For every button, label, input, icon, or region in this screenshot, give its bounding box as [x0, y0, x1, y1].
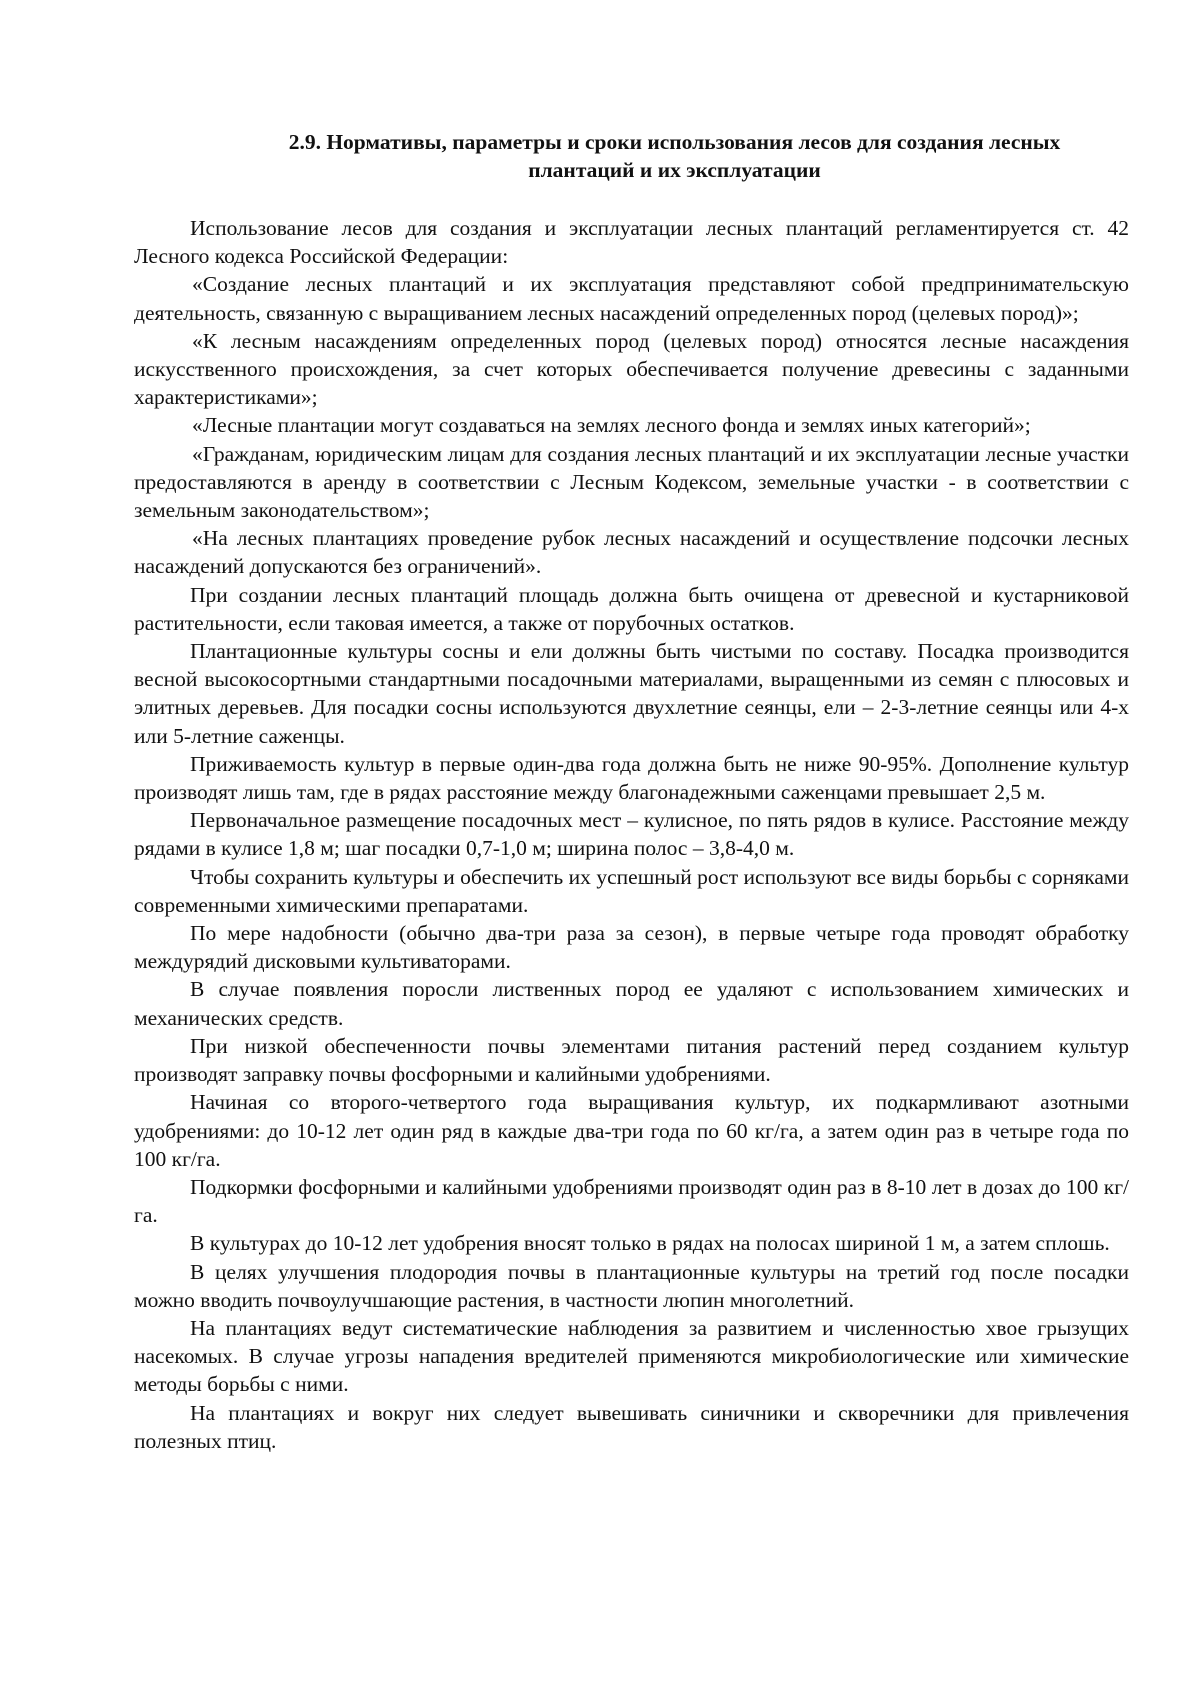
paragraph-quote-4: «Гражданам, юридическим лицам для создания лесных плантаций и их эксплуатации лесные участки предоставляются в аренду в соответствии с Лесным Кодексом, земельные участки - в соответствии с земельным законодательством»; [134, 441, 1129, 523]
paragraph-cultivation: По мере надобности (обычно два-три раза за сезон), в первые четыре года проводят обработку междурядий дисковыми культиваторами. [134, 921, 1129, 974]
document-page [134, 128, 1129, 1455]
paragraph-phosphorus-feeding: Подкормки фосфорными и калийными удобрениями производят один раз в 8-10 лет в дозах до 100 кг/га. [134, 1174, 1129, 1228]
paragraph-row-fertilizing: В культурах до 10-12 лет удобрения вносят только в рядах на полосах шириной 1 м, а затем сплошь. [190, 1231, 1110, 1256]
section-title-line-1: 2.9. Нормативы, параметры и сроки использования лесов для создания лесных [288, 130, 1061, 154]
paragraph-soil-improving-plants: В целях улучшения плодородия почвы в плантационные культуры на третий год после посадки можно вводить почвоулучшающие растения, в частности люпин многолетний. [134, 1259, 1129, 1312]
section-title [134, 128, 1129, 184]
paragraph-quote-2: «К лесным насаждениям определенных пород (целевых пород) относятся лесные насаждения искусственного происхождения, за счет которых обеспечивается получение древесины с заданными характеристиками»; [134, 328, 1129, 410]
paragraph-site-clearing: При создании лесных плантаций площадь должна быть очищена от древесной и кустарниковой растительности, если таковая имеется, а также от порубочных остатков. [134, 582, 1129, 635]
paragraph-quote-5: «На лесных плантациях проведение рубок лесных насаждений и осуществление подсочки лесных насаждений допускаются без ограничений». [134, 526, 1129, 579]
section-title-line-2: плантаций и их эксплуатации [528, 158, 821, 182]
paragraph-weed-control: Чтобы сохранить культуры и обеспечить их успешный рост используют все виды борьбы с сорняками современными химическими препаратами. [134, 864, 1129, 917]
paragraph-quote-1: «Создание лесных плантаций и их эксплуатация представляют собой предпринимательскую деятельность, связанную с выращиванием лесных насаждений определенных пород (целевых пород)»; [134, 272, 1129, 325]
paragraph-quote-3: «Лесные плантации могут создаваться на землях лесного фонда и землях иных категорий»; [192, 413, 1031, 438]
paragraph-birdhouses: На плантациях и вокруг них следует вывешивать синичники и скворечники для привлечения полезных птиц. [134, 1400, 1129, 1453]
paragraph-pest-monitoring: На плантациях ведут систематические наблюдения за развитием и численностью хвое грызущих насекомых. В случае угрозы нападения вредителей применяются микробиологические или химические методы борьбы с ними. [134, 1315, 1129, 1397]
paragraph-planting: Плантационные культуры сосны и ели должны быть чистыми по составу. Посадка производится весной высокосортными стандартными посадочными материалами, выращенными из семян с плюсовых и элитных деревьев. Для посадки сосны используются двухлетние сеянцы, ели – 2-3-летние сеянцы или 4-х или 5-летние саженцы. [134, 639, 1129, 748]
paragraph-nitrogen-feeding: Начиная со второго-четвертого года выращивания культур, их подкармливают азотными удобрениями: до 10-12 лет один ряд в каждые два-три года по 60 кг/га, а затем один раз в четыре года по 100 кг/га. [134, 1090, 1129, 1171]
paragraph-deciduous-removal: В случае появления поросли лиственных пород ее удаляют с использованием химических и механических средств. [134, 977, 1129, 1030]
paragraph-soil-fertilizing: При низкой обеспеченности почвы элементами питания растений перед созданием культур производят заправку почвы фосфорными и калийными удобрениями. [134, 1033, 1129, 1087]
paragraph-survival: Приживаемость культур в первые один-два года должна быть не ниже 90-95%. Дополнение культур производят лишь там, где в рядах расстояние между благонадежными саженцами превышает 2,5 м. [134, 751, 1129, 805]
paragraph-spacing: Первоначальное размещение посадочных мест – кулисное, по пять рядов в кулисе. Расстояние между рядами в кулисе 1,8 м; шаг посадки 0,7-1,0 м; ширина полос – 3,8-4,0 м. [134, 808, 1129, 861]
paragraph-intro: Использование лесов для создания и эксплуатации лесных плантаций регламентируется ст. 42 Лесного кодекса Российской Федерации: [134, 216, 1129, 269]
